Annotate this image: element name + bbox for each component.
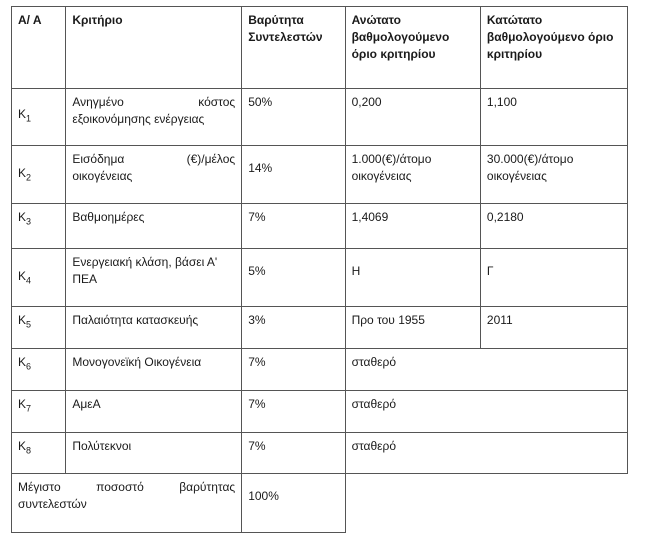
fixed-value-cell: σταθερό — [345, 349, 627, 391]
criterion-cell: Παλαιότητα κατασκευής — [66, 307, 242, 349]
criterion-cell: ΑμεΑ — [66, 391, 242, 433]
weight-cell: 50% — [242, 89, 345, 146]
criteria-table — [11, 6, 628, 533]
weight-cell: 3% — [242, 307, 345, 349]
lower-limit-cell: 2011 — [480, 307, 627, 349]
weight-cell: 7% — [242, 349, 345, 391]
header-row — [12, 7, 628, 89]
table-row — [12, 146, 628, 204]
table-row — [12, 89, 628, 146]
fixed-value-cell: σταθερό — [345, 433, 627, 474]
criterion-cell: Εισόδημα (€)/μέλος οικογένειας — [66, 146, 242, 204]
table-row — [12, 307, 628, 349]
row-id: $K_7$ — [12, 391, 66, 433]
row-id: $K_6$ — [12, 349, 66, 391]
row-id: $K_3$ — [12, 204, 66, 249]
row-id: $K_2$ — [12, 146, 66, 204]
criterion-cell: Πολύτεκνοι — [66, 433, 242, 474]
lower-limit-cell: 0,2180 — [480, 204, 627, 249]
row-id: $K_4$ — [12, 249, 66, 307]
header-id: Α/ Α — [12, 7, 66, 89]
lower-limit-cell: Γ — [480, 249, 627, 307]
total-row — [12, 474, 628, 533]
lower-limit-cell: 30.000(€)/άτομο οικογένειας — [480, 146, 627, 204]
table-row — [12, 249, 628, 307]
total-label-cell: Μέγιστο ποσοστό βαρύτητας συντελεστών — [12, 474, 242, 533]
row-id: $K_5$ — [12, 307, 66, 349]
table-row — [12, 349, 628, 391]
criterion-cell: Ενεργειακή κλάση, βάσει Α' ΠΕΑ — [66, 249, 242, 307]
header-weight: Βαρύτητα Συντελεστών — [242, 7, 345, 89]
row-id: $K_1$ — [12, 89, 66, 146]
weight-cell: 14% — [242, 146, 345, 204]
upper-limit-cell: 1.000(€)/άτομο οικογένειας — [345, 146, 480, 204]
row-id: $K_8$ — [12, 433, 66, 474]
upper-limit-cell: Προ του 1955 — [345, 307, 480, 349]
empty-cell — [345, 474, 627, 533]
criterion-cell: Βαθμοημέρες — [66, 204, 242, 249]
header-upper-limit: Ανώτατο βαθμολογούμενο όριο κριτηρίου — [345, 7, 480, 89]
lower-limit-cell: 1,100 — [480, 89, 627, 146]
upper-limit-cell: 1,4069 — [345, 204, 480, 249]
weight-cell: 5% — [242, 249, 345, 307]
header-lower-limit: Κατώτατο βαθμολογούμενο όριο κριτηρίου — [480, 7, 627, 89]
weight-cell: 7% — [242, 391, 345, 433]
upper-limit-cell: Η — [345, 249, 480, 307]
criterion-cell: Ανηγμένο κόστος εξοικονόμησης ενέργειας — [66, 89, 242, 146]
upper-limit-cell: 0,200 — [345, 89, 480, 146]
weight-cell: 7% — [242, 204, 345, 249]
weight-cell: 7% — [242, 433, 345, 474]
criterion-cell: Μονογονεϊκή Οικογένεια — [66, 349, 242, 391]
table-row — [12, 433, 628, 474]
total-weight-cell: 100% — [242, 474, 345, 533]
table-row — [12, 391, 628, 433]
header-criterion: Κριτήριο — [66, 7, 242, 89]
fixed-value-cell: σταθερό — [345, 391, 627, 433]
table-row — [12, 204, 628, 249]
